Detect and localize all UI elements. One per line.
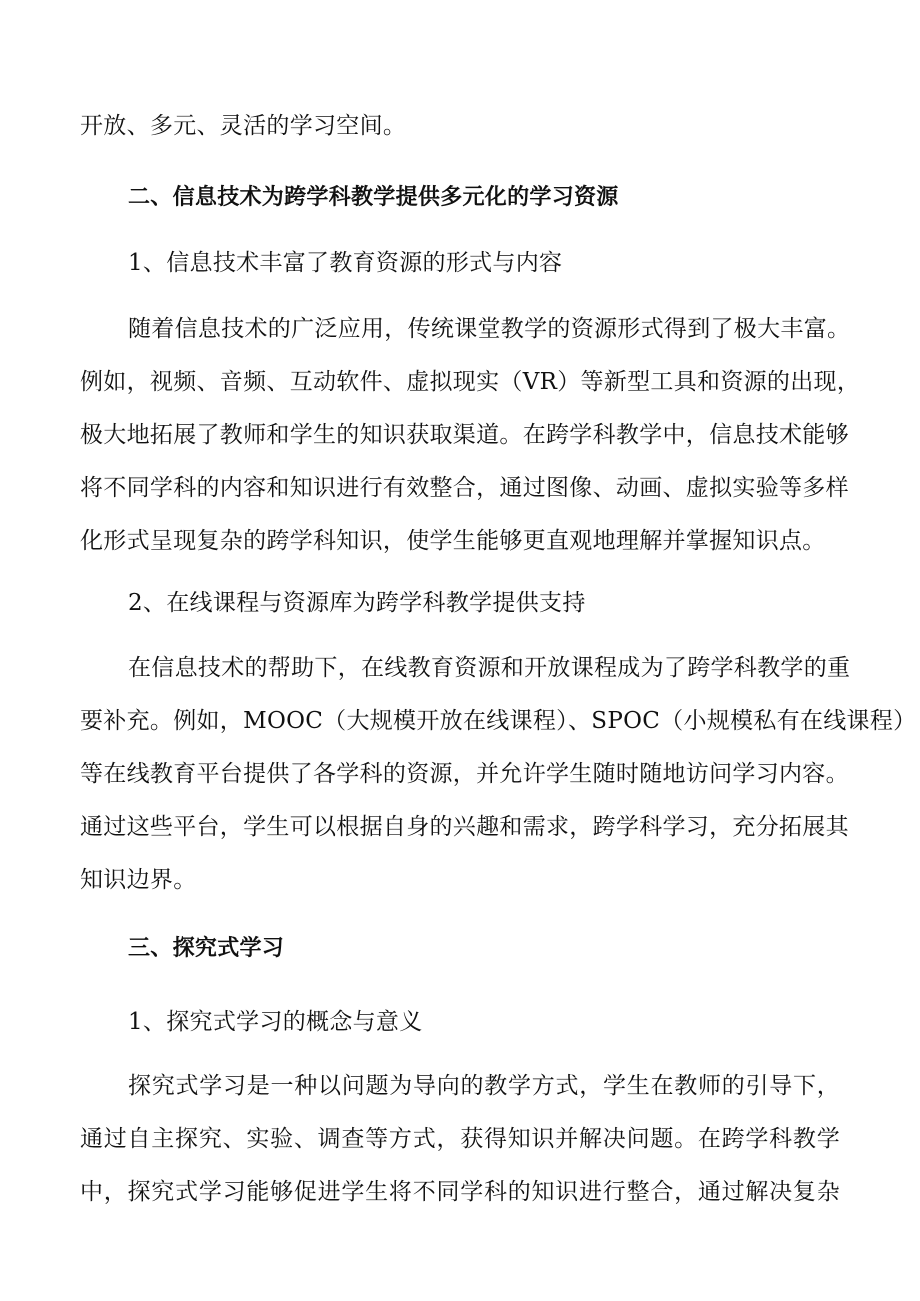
- paragraph-line: 开放、多元、灵活的学习空间。: [80, 113, 407, 139]
- subsection-heading-2-1: 1、信息技术丰富了教育资源的形式与内容: [128, 250, 563, 276]
- section-heading-2: 二、信息技术为跨学科教学提供多元化的学习资源: [128, 185, 619, 210]
- paragraph-line: 将不同学科的内容和知识进行有效整合，通过图像、动画、虚拟实验等多样: [80, 475, 849, 501]
- paragraph-line: 极大地拓展了教师和学生的知识获取渠道。在跨学科教学中，信息技术能够: [80, 422, 849, 448]
- subsection-heading-3-1: 1、探究式学习的概念与意义: [128, 1009, 423, 1035]
- paragraph-line: 探究式学习是一种以问题为导向的教学方式，学生在教师的引导下，: [128, 1073, 840, 1099]
- paragraph-line: 通过这些平台，学生可以根据自身的兴趣和需求，跨学科学习，充分拓展其: [80, 814, 849, 840]
- paragraph-line: 在信息技术的帮助下，在线教育资源和开放课程成为了跨学科教学的重: [128, 655, 851, 681]
- paragraph-line: 随着信息技术的广泛应用，传统课堂教学的资源形式得到了极大丰富。: [128, 316, 851, 342]
- subsection-heading-2-2: 2、在线课程与资源库为跨学科教学提供支持: [128, 590, 586, 616]
- section-heading-3: 三、探究式学习: [128, 936, 285, 961]
- paragraph-line: 知识边界。: [80, 867, 197, 893]
- paragraph-line: 要补充。例如，MOOC（大规模开放在线课程）、SPOC（小规模私有在线课程）: [80, 708, 917, 734]
- paragraph-line: 等在线教育平台提供了各学科的资源，并允许学生随时随地访问学习内容。: [80, 761, 849, 787]
- paragraph-line: 化形式呈现复杂的跨学科知识，使学生能够更直观地理解并掌握知识点。: [80, 528, 826, 554]
- paragraph-line: 中，探究式学习能够促进学生将不同学科的知识进行整合，通过解决复杂: [80, 1179, 840, 1205]
- paragraph-line: 例如，视频、音频、互动软件、虚拟现实（VR）等新型工具和资源的出现，: [80, 369, 861, 395]
- paragraph-line: 通过自主探究、实验、调查等方式，获得知识并解决问题。在跨学科教学: [80, 1126, 840, 1152]
